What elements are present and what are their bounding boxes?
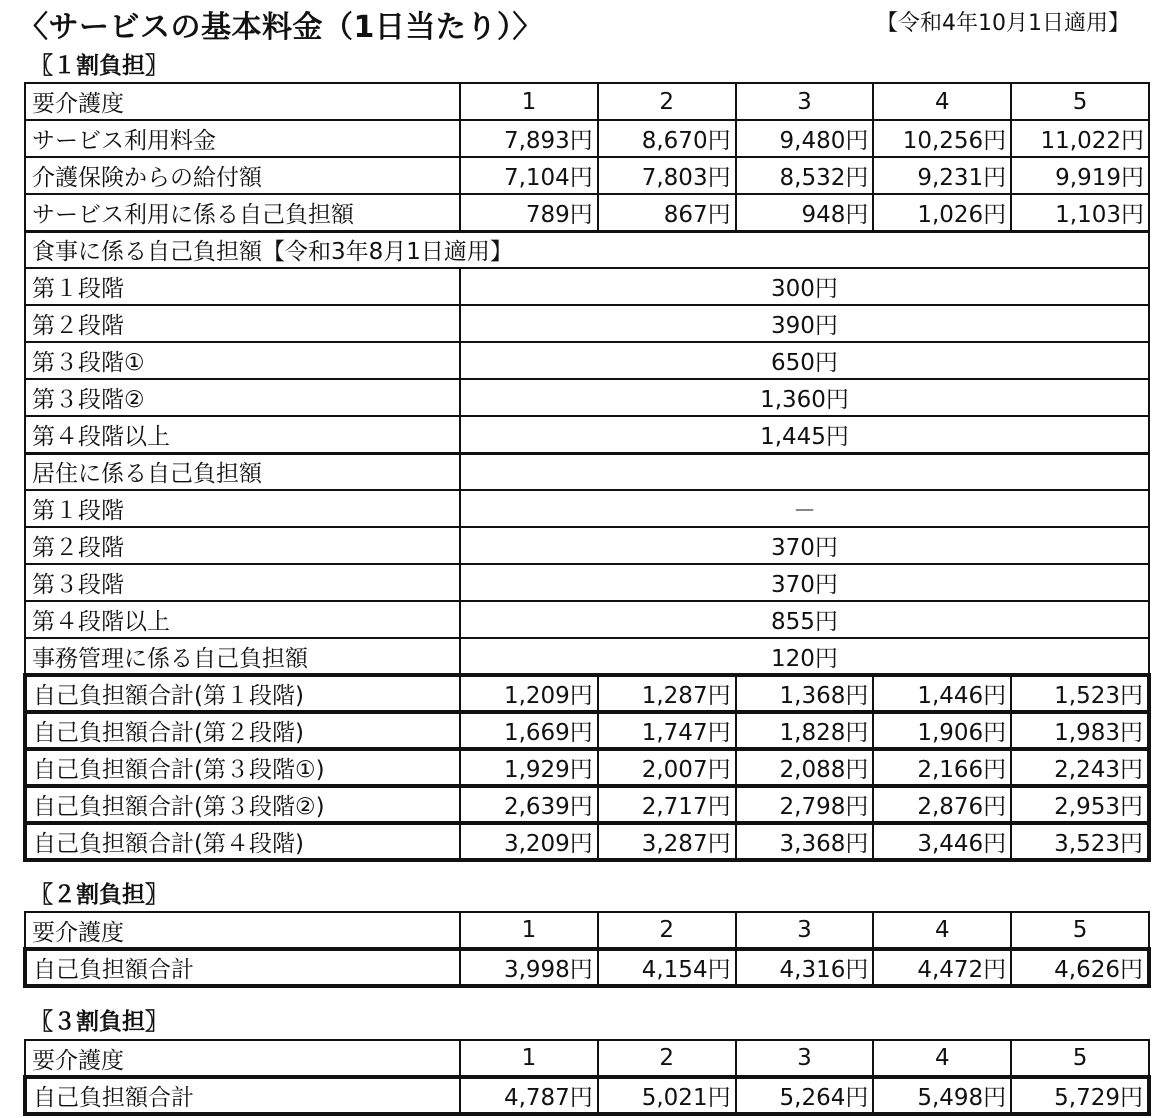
value-cell: 10,256円 (873, 120, 1011, 157)
value-cell: 9,231円 (873, 157, 1011, 194)
level-cell: 2 (598, 83, 736, 120)
row-label: 第３段階 (25, 564, 460, 601)
value-cell: 370円 (460, 564, 1149, 601)
empty-cell (460, 453, 1149, 490)
table-row (25, 564, 1149, 601)
value-cell: 1,906円 (873, 712, 1011, 749)
value-cell: 3,368円 (736, 823, 874, 860)
level-cell: 5 (1011, 912, 1149, 949)
value-cell: 2,166円 (873, 749, 1011, 786)
value-cell: 1,209円 (460, 675, 598, 712)
value-cell: 3,209円 (460, 823, 598, 860)
section-3-label: 〖３割負担〗 (30, 1009, 168, 1035)
meal-header-row (25, 231, 1149, 268)
row-label: サービス利用料金 (25, 120, 460, 157)
page-title: 〈サービスの基本料金（1日当たり）〉 (18, 10, 543, 45)
table-row (25, 305, 1149, 342)
row-label: 自己負担額合計(第１段階) (25, 675, 460, 712)
value-cell: 3,446円 (873, 823, 1011, 860)
row-label: 第４段階以上 (25, 601, 460, 638)
total-row (25, 749, 1149, 786)
level-cell: 2 (598, 912, 736, 949)
value-cell: 2,007円 (598, 749, 736, 786)
section-1-table (23, 82, 1151, 862)
value-cell: 120円 (460, 638, 1149, 675)
row-label: 第１段階 (25, 490, 460, 527)
value-cell: 300円 (460, 268, 1149, 305)
table-row (25, 194, 1149, 231)
total-row (25, 675, 1149, 712)
value-cell: 7,893円 (460, 120, 598, 157)
total-row (25, 949, 1149, 986)
value-cell: 2,717円 (598, 786, 736, 823)
value-cell: 2,088円 (736, 749, 874, 786)
value-cell: 7,803円 (598, 157, 736, 194)
value-cell: 11,022円 (1011, 120, 1149, 157)
row-label: サービス利用に係る自己負担額 (25, 194, 460, 231)
residence-header: 居住に係る自己負担額 (25, 453, 460, 490)
value-cell: 1,523円 (1011, 675, 1149, 712)
row-label: 事務管理に係る自己負担額 (25, 638, 460, 675)
value-cell: 8,670円 (598, 120, 736, 157)
section-3-table (23, 1039, 1151, 1116)
value-cell: 1,669円 (460, 712, 598, 749)
table-row (25, 157, 1149, 194)
value-cell: 2,798円 (736, 786, 874, 823)
value-cell: 1,360円 (460, 379, 1149, 416)
value-cell: 5,021円 (598, 1077, 736, 1114)
value-cell: 867円 (598, 194, 736, 231)
level-cell: 1 (460, 912, 598, 949)
meal-header: 食事に係る自己負担額【令和3年8月1日適用】 (25, 231, 1149, 268)
value-cell: 1,983円 (1011, 712, 1149, 749)
table-header-row (25, 83, 1149, 120)
value-cell: 4,626円 (1011, 949, 1149, 986)
value-cell: 4,154円 (598, 949, 736, 986)
value-cell: 5,498円 (873, 1077, 1011, 1114)
table-row (25, 379, 1149, 416)
total-row (25, 1077, 1149, 1114)
value-cell: 1,446円 (873, 675, 1011, 712)
table-row (25, 601, 1149, 638)
total-row (25, 786, 1149, 823)
value-cell: 948円 (736, 194, 874, 231)
value-cell: 5,729円 (1011, 1077, 1149, 1114)
level-cell: 4 (873, 912, 1011, 949)
value-cell: 789円 (460, 194, 598, 231)
level-cell: 3 (736, 912, 874, 949)
value-cell: 9,480円 (736, 120, 874, 157)
row-label: 第１段階 (25, 268, 460, 305)
total-row (25, 823, 1149, 860)
table-row (25, 268, 1149, 305)
value-cell: 2,243円 (1011, 749, 1149, 786)
header-label: 要介護度 (25, 1040, 460, 1077)
table-row (25, 342, 1149, 379)
row-label: 第３段階② (25, 379, 460, 416)
value-cell: － (460, 490, 1149, 527)
value-cell: 3,287円 (598, 823, 736, 860)
level-cell: 3 (736, 1040, 874, 1077)
value-cell: 1,368円 (736, 675, 874, 712)
table-row (25, 120, 1149, 157)
value-cell: 650円 (460, 342, 1149, 379)
table-header-row (25, 1040, 1149, 1077)
value-cell: 370円 (460, 527, 1149, 564)
row-label: 自己負担額合計(第２段階) (25, 712, 460, 749)
effective-date: 【令和4年10月1日適用】 (876, 11, 1130, 36)
value-cell: 1,929円 (460, 749, 598, 786)
level-cell: 5 (1011, 1040, 1149, 1077)
row-label: 介護保険からの給付額 (25, 157, 460, 194)
level-cell: 5 (1011, 83, 1149, 120)
table-row (25, 638, 1149, 675)
row-label: 自己負担額合計 (25, 1077, 460, 1114)
row-label: 自己負担額合計(第３段階②) (25, 786, 460, 823)
value-cell: 2,953円 (1011, 786, 1149, 823)
value-cell: 1,445円 (460, 416, 1149, 453)
level-cell: 2 (598, 1040, 736, 1077)
value-cell: 855円 (460, 601, 1149, 638)
level-cell: 4 (873, 1040, 1011, 1077)
value-cell: 1,026円 (873, 194, 1011, 231)
total-row (25, 712, 1149, 749)
value-cell: 2,876円 (873, 786, 1011, 823)
section-2-label: 〖２割負担〗 (30, 882, 168, 908)
value-cell: 1,747円 (598, 712, 736, 749)
row-label: 自己負担額合計(第３段階①) (25, 749, 460, 786)
value-cell: 7,104円 (460, 157, 598, 194)
value-cell: 4,787円 (460, 1077, 598, 1114)
level-cell: 3 (736, 83, 874, 120)
level-cell: 4 (873, 83, 1011, 120)
table-row (25, 527, 1149, 564)
row-label: 第２段階 (25, 305, 460, 342)
header-label: 要介護度 (25, 83, 460, 120)
table-row (25, 416, 1149, 453)
value-cell: 5,264円 (736, 1077, 874, 1114)
value-cell: 1,828円 (736, 712, 874, 749)
value-cell: 8,532円 (736, 157, 874, 194)
row-label: 第２段階 (25, 527, 460, 564)
value-cell: 1,103円 (1011, 194, 1149, 231)
table-row (25, 490, 1149, 527)
value-cell: 3,998円 (460, 949, 598, 986)
value-cell: 9,919円 (1011, 157, 1149, 194)
section-1-label: 〖１割負担〗 (30, 53, 168, 79)
value-cell: 2,639円 (460, 786, 598, 823)
table-header-row (25, 912, 1149, 949)
value-cell: 390円 (460, 305, 1149, 342)
row-label: 自己負担額合計(第４段階) (25, 823, 460, 860)
header-label: 要介護度 (25, 912, 460, 949)
section-2-table (23, 911, 1151, 988)
row-label: 第４段階以上 (25, 416, 460, 453)
residence-header-row (25, 453, 1149, 490)
level-cell: 1 (460, 83, 598, 120)
row-label: 自己負担額合計 (25, 949, 460, 986)
value-cell: 4,316円 (736, 949, 874, 986)
value-cell: 1,287円 (598, 675, 736, 712)
row-label: 第３段階① (25, 342, 460, 379)
value-cell: 3,523円 (1011, 823, 1149, 860)
level-cell: 1 (460, 1040, 598, 1077)
value-cell: 4,472円 (873, 949, 1011, 986)
